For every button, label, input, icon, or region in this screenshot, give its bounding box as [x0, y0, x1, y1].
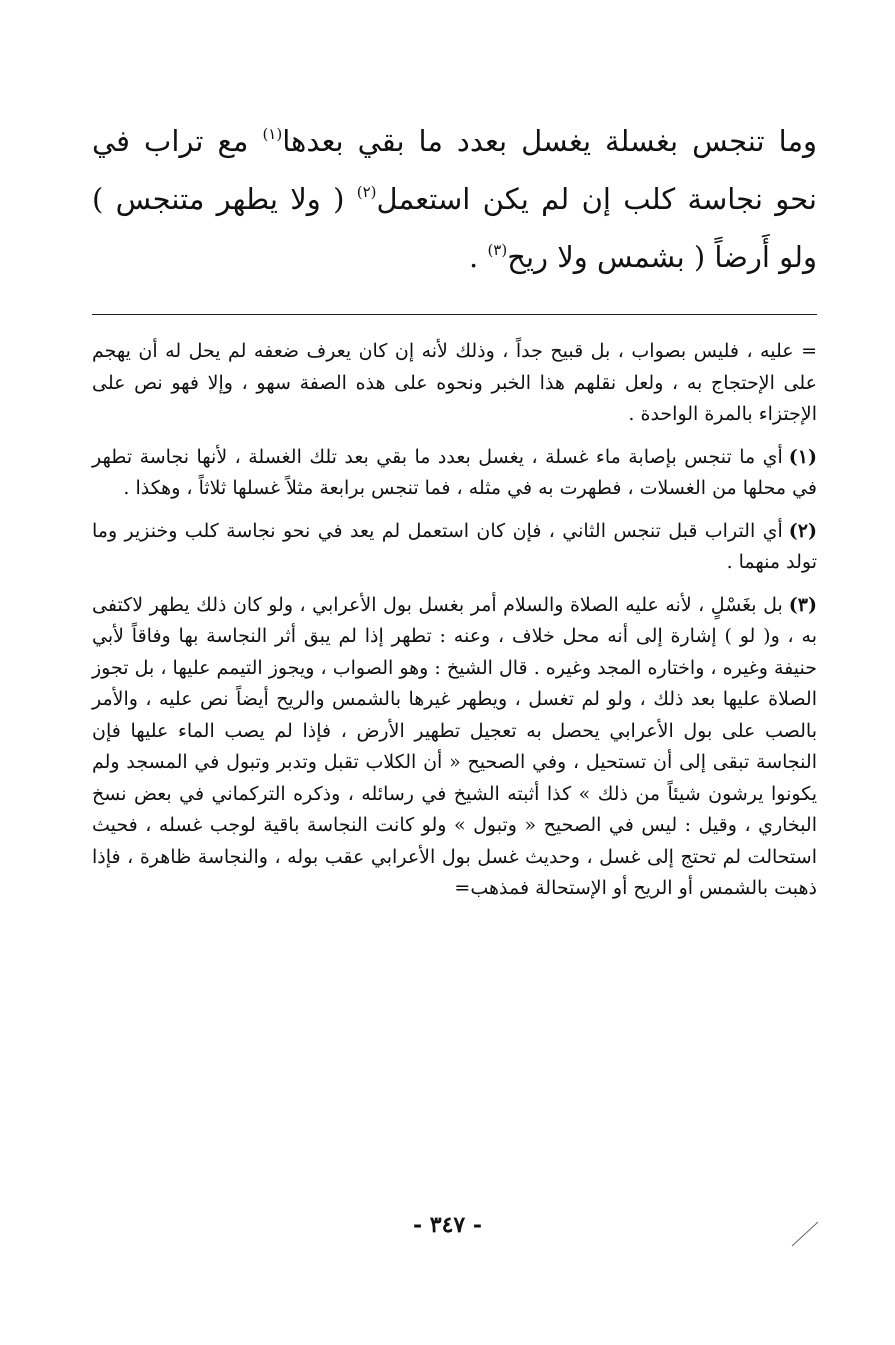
main-line-2-end: ( ولا يطهر متنجس ) — [92, 182, 357, 216]
footnote-3-text: بل بغَسْلٍ ، لأنه عليه الصلاة والسلام أمر بغسل بول الأعرابي ، ولو كان ذلك يطهر لاكتفى به ، و( لو ) إشارة إلى أنه محل خلاف ، وعنه : تطهر إذا لم يبق أثر النجاسة بها وفاقاً لأبي حنيفة وغيره ، واختاره المجد وغيره . قال الشيخ : وهو الصواب ، ويجوز التيمم عليها ، بل تجوز الصلاة عليها بعد ذلك ، ولو لم تغسل ، ويطهر غيرها بالشمس والريح أيضاً نص عليه ، والأمر بالصب على بول الأعرابي يحصل به تعجيل تطهير الأرض ، فإذا لم يصب الماء عليها فإن النجاسة تبقى إلى أن تستحيل ، وفي الصحيح « أن الكلاب تقبل وتدبر وتبول في المسجد ولم يكونوا يرشون شيئاً من ذلك » كذا أثبته الشيخ في رسائله ، وذكره التركماني في بعض نسخ البخاري ، وقيل : ليس في الصحيح « وتبول » ولو كانت النجاسة باقية لوجب غسله ، فحيث استحالت لم تحتج إلى غسل ، وحديث غسل بول الأعرابي عقب بوله ، والنجاسة ظاهرة ، فإذا ذهبت بالشمس أو الريح أو الإستحالة فمذهب= — [92, 593, 817, 899]
footnote-divider — [92, 314, 817, 315]
footnote-1-text: أي ما تنجس بإصابة ماء غسلة ، يغسل بعدد ما بقي بعد تلك الغسلة ، لأنها نجاسة تطهر في محلها من الغسلات ، فطهرت به في مثله ، فما تنجس برابعة مثلاً غسلها ثلاثاً ، وهكذا . — [92, 445, 817, 499]
main-text-block — [92, 112, 817, 286]
main-line-2-text: نحو نجاسة كلب إن لم يكن استعمل — [376, 182, 818, 216]
corner-scan-mark — [788, 1212, 828, 1252]
footnote-1 — [92, 442, 817, 505]
footnote-3 — [92, 590, 817, 905]
main-line-3-text: ولو أَرضاً ( بشمس ولا ريح — [507, 240, 817, 274]
footnote-2-text: أي التراب قبل تنجس الثاني ، فإن كان استعمل لم يعد في نحو نجاسة كلب وخنزير وما تولد منهما . — [92, 519, 817, 573]
main-line-2 — [92, 170, 817, 228]
footnote-marker-2: (٢) — [356, 183, 377, 201]
footnote-3-number: (٣) — [788, 593, 817, 616]
footnote-2-number: (٢) — [788, 519, 817, 542]
footnote-1-number: (١) — [788, 445, 817, 468]
page-number: - ٣٤٧ - — [412, 1212, 483, 1238]
footnote-marker-3: (٣) — [487, 241, 508, 259]
footnote-2 — [92, 516, 817, 579]
main-line-1-text: وما تنجس بغسلة يغسل بعدد ما بقي بعدها — [282, 124, 817, 158]
footnote-marker-1: (١) — [262, 125, 283, 143]
footnotes-section — [92, 336, 817, 916]
footnote-continuation: = عليه ، فليس بصواب ، بل قبيح جداً ، وذلك لأنه إن كان يعرف ضعفه لم يحل له أن يهجم على الإحتجاج به ، ولعل نقلهم هذا الخبر ونحوه على هذه الصفة سهو ، وإلا فهو نص على الإجتزاء بالمرة الواحدة . — [92, 340, 818, 425]
main-paragraph — [92, 112, 817, 286]
main-line-3 — [92, 228, 817, 286]
main-line-1 — [92, 112, 817, 170]
main-line-1-end: مع تراب في — [92, 124, 263, 158]
main-line-3-end: . — [469, 240, 488, 274]
